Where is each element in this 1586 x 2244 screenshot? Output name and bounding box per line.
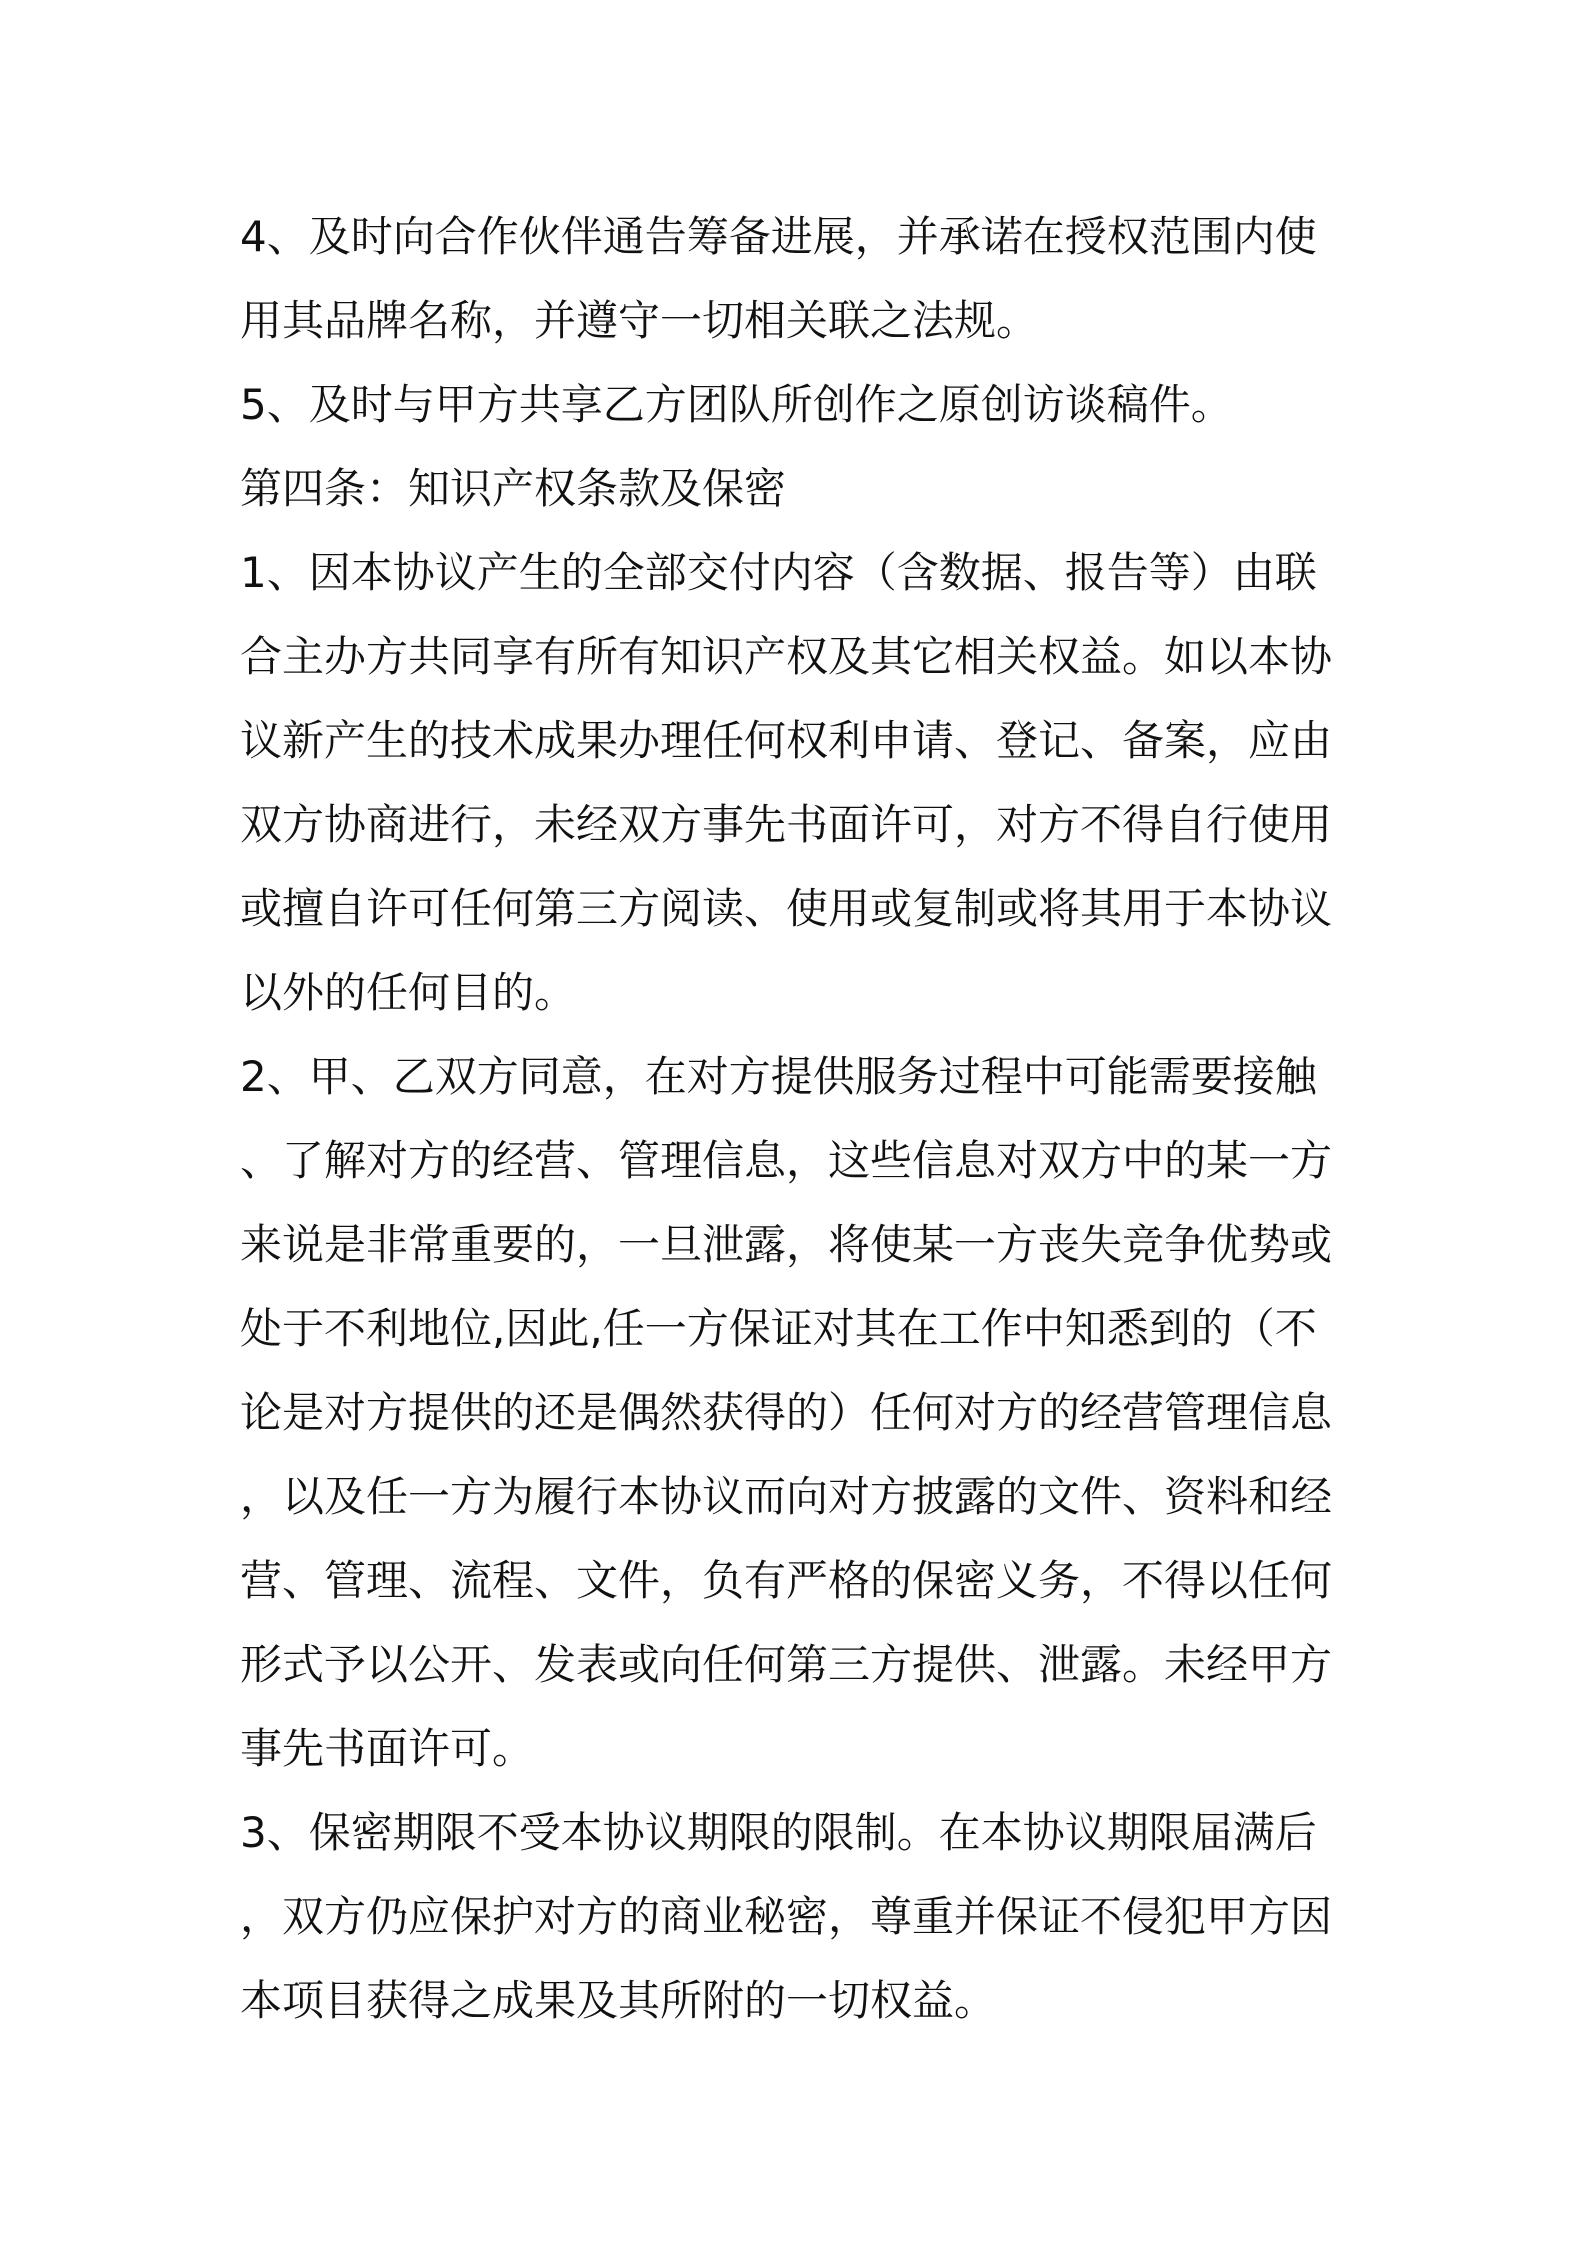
text-line: 处于不利地位,因此,任一方保证对其在工作中知悉到的（不	[240, 1304, 1317, 1353]
text-line: 议新产生的技术成果办理任何权利申请、登记、备案，应由	[240, 716, 1333, 765]
text-line: 5、及时与甲方共享乙方团队所创作之原创访谈稿件。	[240, 380, 1233, 429]
text-line: 合主办方共同享有所有知识产权及其它相关权益。如以本协	[240, 632, 1333, 681]
section-heading: 第四条：知识产权条款及保密	[240, 464, 787, 513]
text-line: 论是对方提供的还是偶然获得的）任何对方的经营管理信息	[240, 1388, 1333, 1437]
text-line: 来说是非常重要的，一旦泄露，将使某一方丧失竞争优势或	[240, 1220, 1333, 1269]
text-line: 4、及时向合作伙伴通告筹备进展，并承诺在授权范围内使	[240, 212, 1317, 261]
text-line: 1、因本协议产生的全部交付内容（含数据、报告等）由联	[240, 548, 1317, 597]
document-body	[240, 195, 1360, 2043]
text-line: 形式予以公开、发表或向任何第三方提供、泄露。未经甲方	[240, 1640, 1333, 1689]
text-line: 本项目获得之成果及其所附的一切权益。	[240, 1976, 997, 2025]
text-line: 事先书面许可。	[240, 1724, 535, 1773]
text-line: ，以及任一方为履行本协议而向对方披露的文件、资料和经	[240, 1472, 1333, 1521]
text-line: 营、管理、流程、文件，负有严格的保密义务，不得以任何	[240, 1556, 1333, 1605]
text-line: 用其品牌名称，并遵守一切相关联之法规。	[240, 296, 1039, 345]
text-line: ，双方仍应保护对方的商业秘密，尊重并保证不侵犯甲方因	[240, 1892, 1333, 1941]
text-line: 3、保密期限不受本协议期限的限制。在本协议期限届满后	[240, 1808, 1317, 1857]
text-line: 以外的任何目的。	[240, 968, 577, 1017]
text-line: 2、甲、乙双方同意，在对方提供服务过程中可能需要接触	[240, 1052, 1317, 1101]
text-line: 或擅自许可任何第三方阅读、使用或复制或将其用于本协议	[240, 884, 1333, 933]
text-line: 、了解对方的经营、管理信息，这些信息对双方中的某一方	[240, 1136, 1333, 1185]
text-line: 双方协商进行，未经双方事先书面许可，对方不得自行使用	[240, 800, 1333, 849]
